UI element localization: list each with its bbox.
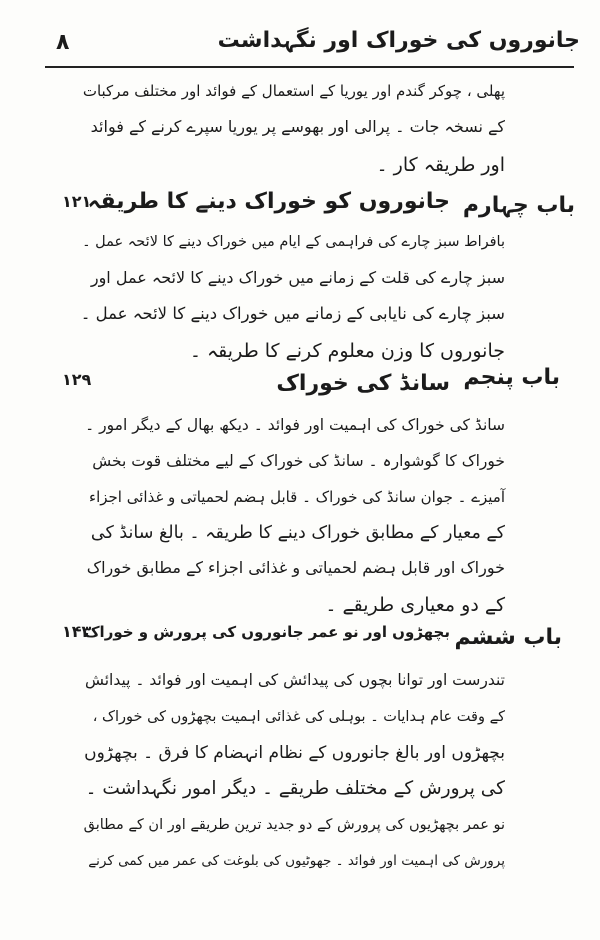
chapter-4-line: سبز چارے کی قلت کے زمانے میں خوراک دینے کا لائحہ عمل اور [90, 268, 505, 287]
chapter-6-label: باب ششم [454, 625, 562, 650]
chapter-5-line: خوراک اور قابل ہضم لحمیاتی و غذائی اجزاء کے مطابق خوراک [86, 558, 505, 577]
page-header [42, 28, 580, 68]
chapter-5-label: باب پنجم [463, 365, 560, 390]
intro-line: کے نسخہ جات ۔ پرالی اور بھوسے پر یوریا سپرے کرنے کے فوائد [90, 117, 505, 136]
chapter-6-line: بچھڑوں اور بالغ جانوروں کے نظام انہضام کا فرق ۔ بچھڑوں [84, 743, 505, 763]
page-number: ۸ [56, 30, 70, 55]
chapter-4-line: جانوروں کا وزن معلوم کرنے کا طریقہ ۔ [189, 340, 505, 362]
chapter-4-title: جانوروں کو خوراک دینے کا طریقہ [87, 189, 450, 214]
chapter-5-line: خوراک کا گوشوارہ ۔ سانڈ کی خوراک کے لیے مختلف قوت بخش [92, 452, 505, 470]
chapter-6-line: پرورش کی اہمیت اور فوائد ۔ جھوٹیوں کی بلوغت کی عمر میں کمی کرنے [88, 853, 505, 869]
chapter-5-title: سانڈ کی خوراک [276, 371, 450, 396]
chapter-6-title: بچھڑوں اور نو عمر جانوروں کی پرورش و خوراک [84, 623, 450, 641]
chapter-5-line: آمیزے ۔ جوان سانڈ کی خوراک ۔ قابل ہضم لحمیاتی و غذائی اجزاء [89, 488, 505, 506]
chapter-4-line: بافراط سبز چارے کی فراہمی کے ایام میں خوراک دینے کا لائحہ عمل ۔ [82, 234, 505, 250]
chapter-5-line: سانڈ کی خوراک کی اہمیت اور فوائد ۔ دیکھ بھال کے دیگر امور ۔ [85, 416, 505, 434]
header-rule [45, 66, 574, 68]
intro-line: پھلی ، چوکر گندم اور یوریا کے استعمال کے فوائد اور مختلف مرکبات [82, 82, 505, 100]
chapter-5-page: ۱۲۹ [62, 370, 92, 389]
chapter-4-label: باب چہارم [462, 193, 575, 218]
running-title: جانوروں کی خوراک اور نگہداشت [217, 28, 580, 53]
chapter-6-line: تندرست اور توانا بچوں کی پیدائش کی اہمیت اور فوائد ۔ پیدائش [84, 671, 505, 689]
chapter-4-page: ۱۲۱ [62, 192, 92, 211]
chapter-6-line: نو عمر بچھڑیوں کی پرورش کے دو جدید ترین طریقے اور ان کے مطابق [83, 817, 505, 833]
chapter-6-page: ۱۴۳ [62, 622, 92, 641]
chapter-5-line: کے معیار کے مطابق خوراک دینے کا طریقہ ۔ بالغ سانڈ کی [90, 523, 505, 543]
chapter-6-line: کی پرورش کے مختلف طریقے ۔ دیگر امور نگہداشت ۔ [85, 778, 505, 799]
chapter-5-line: کے دو معیاری طریقے ۔ [325, 594, 505, 616]
intro-line: اور طریقہ کار ۔ [376, 154, 505, 176]
chapter-6-line: کے وقت عام ہدایات ۔ بوہلی کی غذائی اہمیت بچھڑوں کی خوراک ، [92, 709, 505, 725]
chapter-4-line: سبز چارے کی نایابی کے زمانے میں خوراک دینے کا لائحہ عمل ۔ [80, 304, 505, 323]
